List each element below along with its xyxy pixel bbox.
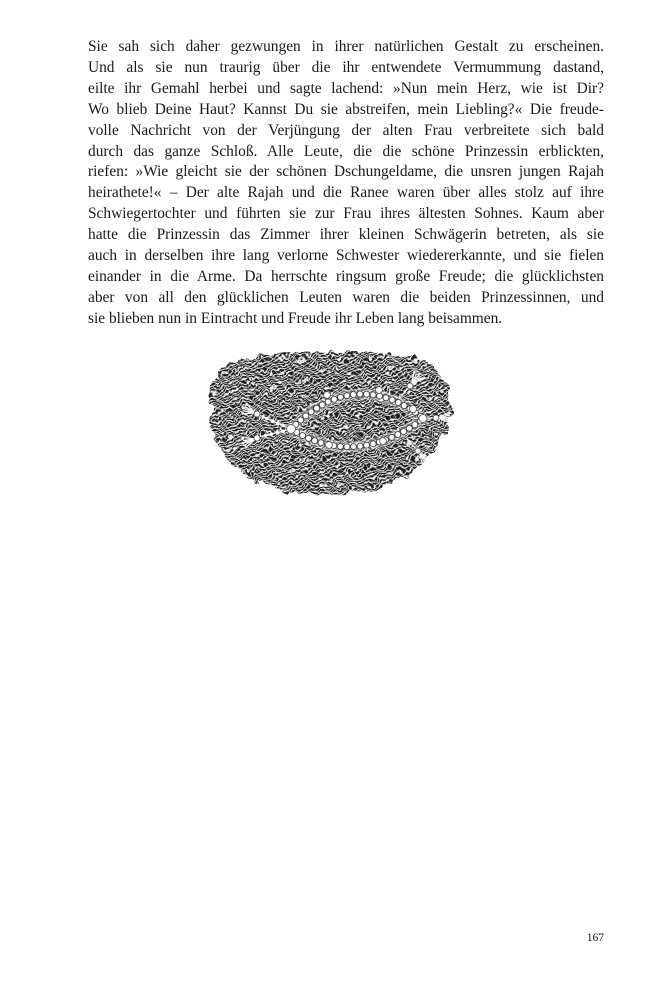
text-line: durch das ganze Schloß. Alle Leute, die die schöne Prinzessin erblickten, bbox=[88, 142, 604, 160]
body-paragraph bbox=[88, 37, 604, 330]
text-line: volle Nachricht von der Verjüngung der alten Frau verbreitete sich bald bbox=[88, 121, 604, 139]
text-line: auch in derselben ihre lang verlorne Schwester wiedererkannte, und sie fielen bbox=[88, 247, 604, 265]
text-line: heirathete!« – Der alte Rajah und die Ranee waren über alles stolz auf ihre bbox=[88, 184, 604, 202]
text-line: Und als sie nun traurig über die ihr entwendete Vermummung dastand, bbox=[88, 58, 604, 76]
page-number: 167 bbox=[586, 932, 604, 944]
vignette-drawing bbox=[203, 349, 459, 501]
text-line: aber von all den glücklichen Leuten waren die beiden Prinzessinnen, und bbox=[88, 288, 604, 306]
text-line: riefen: »Wie gleicht sie der schönen Dschungeldame, die unsren jungen Rajah bbox=[88, 163, 604, 181]
text-line: hatte die Prinzessin das Zimmer ihrer kleinen Schwägerin betreten, als sie bbox=[88, 226, 604, 244]
text-line: eilte ihr Gemahl herbei und sagte lachend: »Nun mein Herz, wie ist Dir? bbox=[88, 79, 604, 97]
text-line: einander in die Arme. Da herrschte ringsum große Freude; die glücklichsten bbox=[88, 267, 604, 285]
text-line: Sie sah sich daher gezwungen in ihrer natürlichen Gestalt zu erscheinen. bbox=[88, 38, 604, 55]
text-line: Schwiegertochter und führten sie zur Frau ihres ältesten Sohnes. Kaum aber bbox=[88, 205, 604, 223]
text-line: Wo blieb Deine Haut? Kannst Du sie abstreifen, mein Liebling?« Die freude- bbox=[88, 100, 604, 118]
text-line-last: sie blieben nun in Eintracht und Freude ihr Leben lang beisammen. bbox=[88, 309, 503, 327]
engraved-vignette-illustration bbox=[203, 349, 459, 501]
